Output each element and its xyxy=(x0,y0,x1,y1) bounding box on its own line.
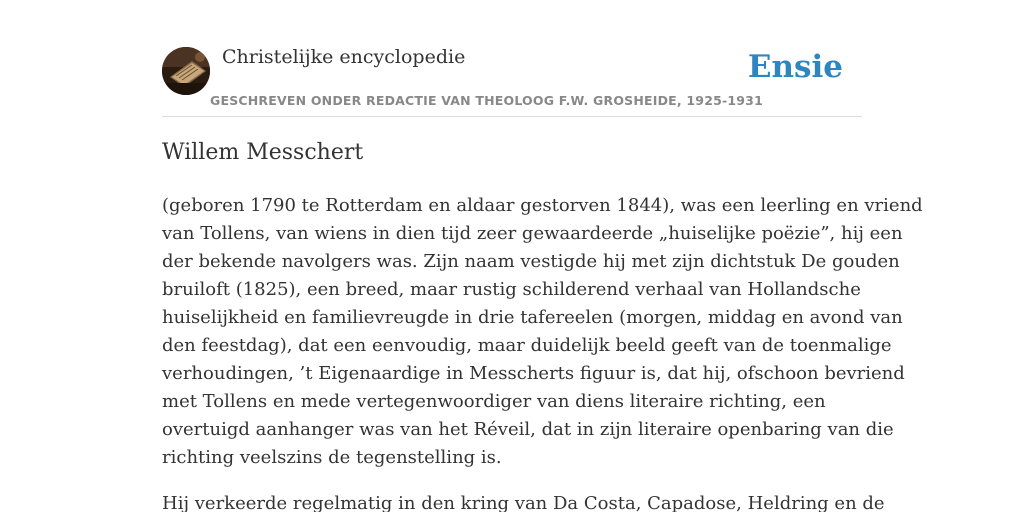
text-line: Hij verkeerde regelmatig in den kring van Da Costa, Capadose, Heldring en de xyxy=(162,493,885,512)
text-line: (geboren 1790 te Rotterdam en aldaar gestorven 1844), was een leerling en vriend xyxy=(162,195,923,216)
article-body xyxy=(162,192,923,512)
text-line: der bekende navolgers was. Zijn naam vestigde hij met zijn dichtstuk De gouden xyxy=(162,251,900,272)
text-line: verhoudingen, ’t Eigenaardige in Messcherts figuur is, dat hij, ofschoon bevriend xyxy=(162,363,905,384)
text-line: met Tollens en mede vertegenwoordiger van diens literaire richting, een xyxy=(162,391,826,412)
site-header xyxy=(162,46,862,117)
text-line: van Tollens, van wiens in dien tijd zeer gewaardeerde „huiselijke poëzie”, hij een xyxy=(162,223,903,244)
book-photo-icon[interactable] xyxy=(162,47,210,95)
text-line: richting veelszins de tegenstelling is. xyxy=(162,447,502,468)
site-title[interactable]: Christelijke encyclopedie xyxy=(222,46,466,68)
paragraph-1 xyxy=(162,192,923,472)
text-line: bruiloft (1825), een breed, maar rustig schilderend verhaal van Hollandsche xyxy=(162,279,861,300)
text-line: huiselijkheid en familievreugde in drie tafereelen (morgen, middag en avond van xyxy=(162,307,903,328)
brand-logo-link[interactable]: Ensie xyxy=(747,49,843,85)
text-line: overtuigd aanhanger was van het Réveil, dat in zijn literaire openbaring van die xyxy=(162,419,894,440)
text-line: den feestdag), dat een eenvoudig, maar duidelijk beeld geeft van de toenmalige xyxy=(162,335,892,356)
article-title: Willem Messchert xyxy=(162,140,364,165)
site-subtitle: GESCHREVEN ONDER REDACTIE VAN THEOLOOG F.W. GROSHEIDE, 1925-1931 xyxy=(210,93,763,108)
paragraph-2 xyxy=(162,490,885,512)
